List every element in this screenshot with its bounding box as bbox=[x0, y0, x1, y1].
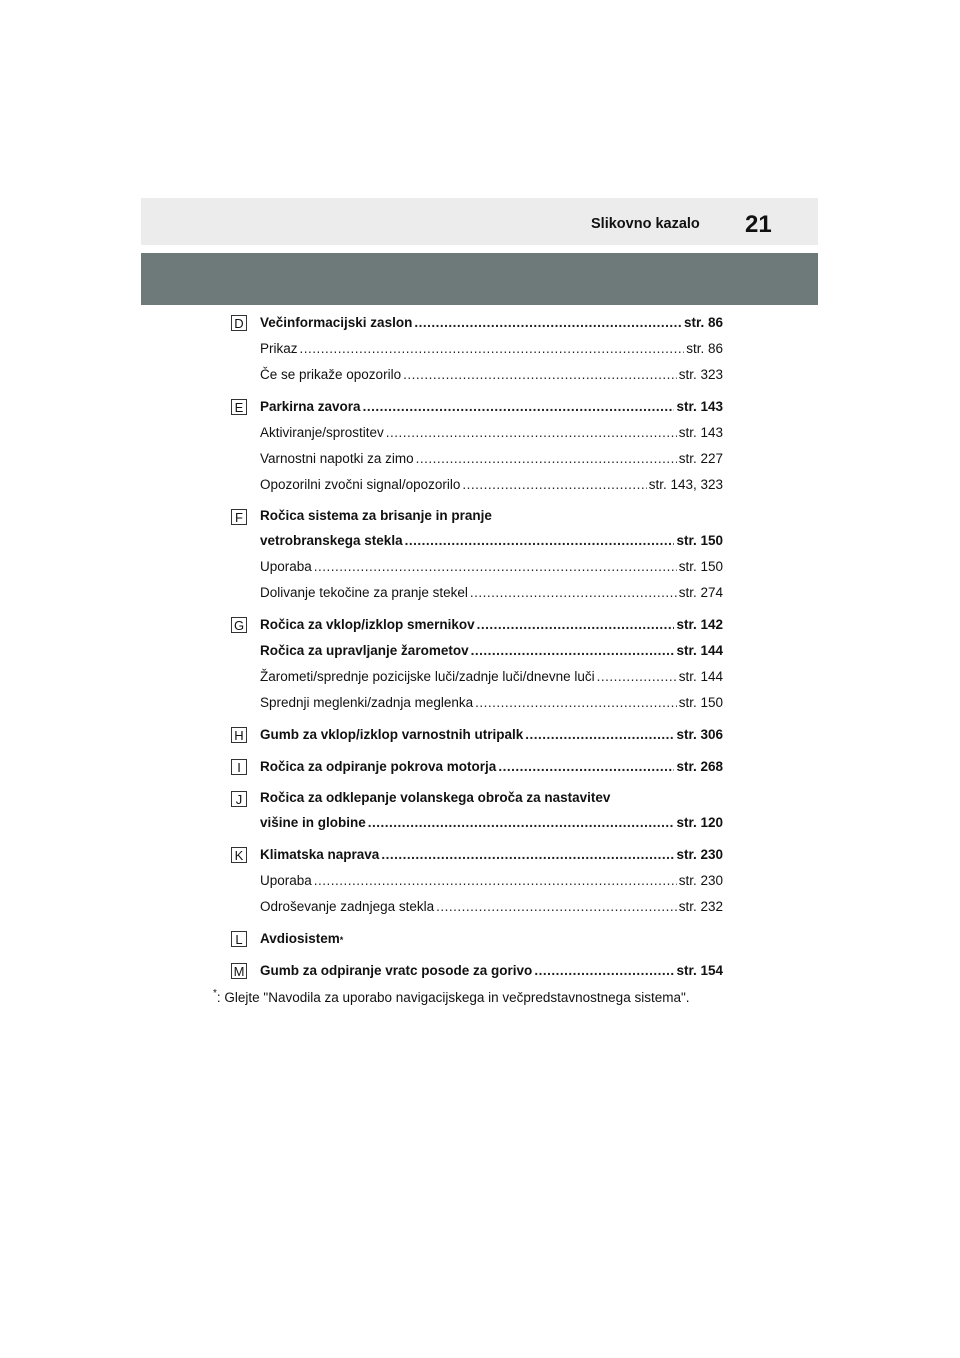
entry-label: Ročica za vklop/izklop smernikov bbox=[260, 617, 475, 632]
page-reference[interactable]: str. 144 bbox=[678, 669, 723, 684]
dot-leader bbox=[525, 722, 674, 748]
dot-leader bbox=[403, 362, 677, 388]
dot-leader bbox=[534, 958, 674, 984]
page-reference[interactable]: str. 150 bbox=[678, 695, 723, 710]
index-group-f bbox=[231, 504, 723, 606]
dot-leader bbox=[381, 842, 674, 868]
dot-leader bbox=[471, 638, 675, 664]
entry-label: Gumb za odpiranje vratc posode za gorivo bbox=[260, 963, 533, 978]
index-group-i bbox=[231, 754, 723, 780]
section-title: Slikovno kazalo bbox=[591, 216, 700, 232]
page-reference[interactable]: str. 143, 323 bbox=[648, 477, 723, 492]
dot-leader bbox=[597, 664, 677, 690]
page-number: 21 bbox=[745, 211, 772, 238]
page-reference[interactable]: str. 120 bbox=[676, 815, 723, 830]
entry-label: Gumb za vklop/izklop varnostnih utripalk bbox=[260, 727, 524, 742]
entry-label: Prikaz bbox=[260, 341, 298, 356]
page-reference[interactable]: str. 154 bbox=[676, 963, 723, 978]
section-letter-box: K bbox=[231, 847, 247, 863]
page-reference[interactable]: str. 143 bbox=[676, 399, 723, 414]
dot-leader bbox=[414, 310, 682, 336]
page-reference[interactable]: str. 143 bbox=[678, 425, 723, 440]
dot-leader bbox=[386, 420, 677, 446]
index-heading bbox=[260, 310, 723, 336]
entry-label: Aktiviranje/sprostitev bbox=[260, 425, 384, 440]
index-heading bbox=[260, 810, 723, 836]
page-reference[interactable]: str. 323 bbox=[678, 367, 723, 382]
entry-label: Žarometi/sprednje pozicijske luči/zadnje luči/dnevne luči bbox=[260, 669, 595, 684]
index-group-k bbox=[231, 842, 723, 920]
index-heading bbox=[260, 958, 723, 984]
index-subitem bbox=[260, 580, 723, 606]
index-heading bbox=[260, 722, 723, 748]
page-reference[interactable]: str. 150 bbox=[676, 533, 723, 548]
footnote bbox=[213, 990, 690, 1005]
page-reference[interactable]: str. 230 bbox=[678, 873, 723, 888]
entry-label: Sprednji meglenki/zadnja meglenka bbox=[260, 695, 474, 710]
index-heading bbox=[260, 754, 723, 780]
dot-leader bbox=[470, 580, 677, 606]
index-subitem bbox=[260, 362, 723, 388]
index-subitem bbox=[260, 690, 723, 716]
index-heading bbox=[260, 394, 723, 420]
page-reference[interactable]: str. 232 bbox=[678, 899, 723, 914]
entry-label: višine in globine bbox=[260, 815, 366, 830]
section-letter-box: I bbox=[231, 759, 247, 775]
index-heading: Avdiosistem * bbox=[260, 926, 723, 952]
index-subitem bbox=[260, 446, 723, 472]
index-subitem bbox=[260, 868, 723, 894]
page-reference[interactable]: str. 230 bbox=[676, 847, 723, 862]
index-subitem bbox=[260, 472, 723, 498]
section-letter-box: F bbox=[231, 509, 247, 525]
entry-label: Ročica za upravljanje žarometov bbox=[260, 643, 469, 658]
section-letter-box: E bbox=[231, 399, 247, 415]
header-dark-band bbox=[141, 253, 818, 305]
entry-label: Ročica sistema za brisanje in pranje bbox=[260, 508, 492, 523]
page-reference[interactable]: str. 150 bbox=[678, 559, 723, 574]
entry-label: Dolivanje tekočine za pranje stekel bbox=[260, 585, 468, 600]
entry-label: Uporaba bbox=[260, 559, 312, 574]
entry-label: Če se prikaže opozorilo bbox=[260, 367, 402, 382]
page-reference[interactable]: str. 268 bbox=[676, 759, 723, 774]
index-group-j bbox=[231, 786, 723, 836]
section-letter-box: H bbox=[231, 727, 247, 743]
page-reference[interactable]: str. 142 bbox=[676, 617, 723, 632]
section-letter-box: J bbox=[231, 791, 247, 807]
index-subitem bbox=[260, 894, 723, 920]
page-reference[interactable]: str. 86 bbox=[683, 315, 723, 330]
page-reference[interactable]: str. 86 bbox=[686, 341, 723, 356]
dot-leader bbox=[314, 868, 677, 894]
entry-label: Parkirna zavora bbox=[260, 399, 361, 414]
dot-leader bbox=[314, 554, 677, 580]
index-heading bbox=[260, 786, 723, 810]
dot-leader bbox=[498, 754, 674, 780]
index-subitem bbox=[260, 554, 723, 580]
index-heading bbox=[260, 504, 723, 528]
index-heading bbox=[260, 612, 723, 638]
entry-label: Ročica za odklepanje volanskega obroča za nastavitev bbox=[260, 790, 611, 805]
page-reference[interactable]: str. 144 bbox=[676, 643, 723, 658]
dot-leader bbox=[462, 472, 646, 498]
dot-leader bbox=[475, 690, 677, 716]
dot-leader bbox=[363, 394, 675, 420]
dot-leader bbox=[436, 894, 677, 920]
entry-label: Opozorilni zvočni signal/opozorilo bbox=[260, 477, 461, 492]
section-letter-box: M bbox=[231, 963, 247, 979]
index-subitem bbox=[260, 664, 723, 690]
index-heading bbox=[260, 528, 723, 554]
dot-leader bbox=[368, 810, 675, 836]
entry-label: Odroševanje zadnjega stekla bbox=[260, 899, 435, 914]
entry-label: Uporaba bbox=[260, 873, 312, 888]
index-group-e bbox=[231, 394, 723, 498]
dot-leader bbox=[300, 336, 685, 362]
index-heading bbox=[260, 842, 723, 868]
page-reference[interactable]: str. 274 bbox=[678, 585, 723, 600]
page-reference[interactable]: str. 227 bbox=[678, 451, 723, 466]
index-heading bbox=[260, 638, 723, 664]
dot-leader bbox=[416, 446, 677, 472]
entry-label: Ročica za odpiranje pokrova motorja bbox=[260, 759, 497, 774]
index-subitem bbox=[260, 420, 723, 446]
entry-label: Klimatska naprava bbox=[260, 847, 380, 862]
entry-label: Večinformacijski zaslon bbox=[260, 315, 413, 330]
footnote-text: : Glejte "Navodila za uporabo navigacijskega in večpredstavnostnega sistema". bbox=[216, 990, 690, 1005]
index-entries bbox=[231, 310, 723, 984]
section-letter-box: G bbox=[231, 617, 247, 633]
page-reference[interactable]: str. 306 bbox=[676, 727, 723, 742]
entry-label: vetrobranskega stekla bbox=[260, 533, 403, 548]
dot-leader bbox=[477, 612, 675, 638]
index-subitem bbox=[260, 336, 723, 362]
header-band bbox=[141, 198, 818, 245]
index-group-m bbox=[231, 958, 723, 984]
index-group-d bbox=[231, 310, 723, 388]
index-group-g bbox=[231, 612, 723, 716]
section-letter-box: D bbox=[231, 315, 247, 331]
footnote-marker: * bbox=[213, 988, 217, 999]
section-letter-box: L bbox=[231, 931, 247, 947]
index-group-h bbox=[231, 722, 723, 748]
entry-label: Avdiosistem bbox=[260, 931, 340, 946]
index-group-l bbox=[231, 926, 723, 952]
entry-label: Varnostni napotki za zimo bbox=[260, 451, 414, 466]
dot-leader bbox=[405, 528, 675, 554]
